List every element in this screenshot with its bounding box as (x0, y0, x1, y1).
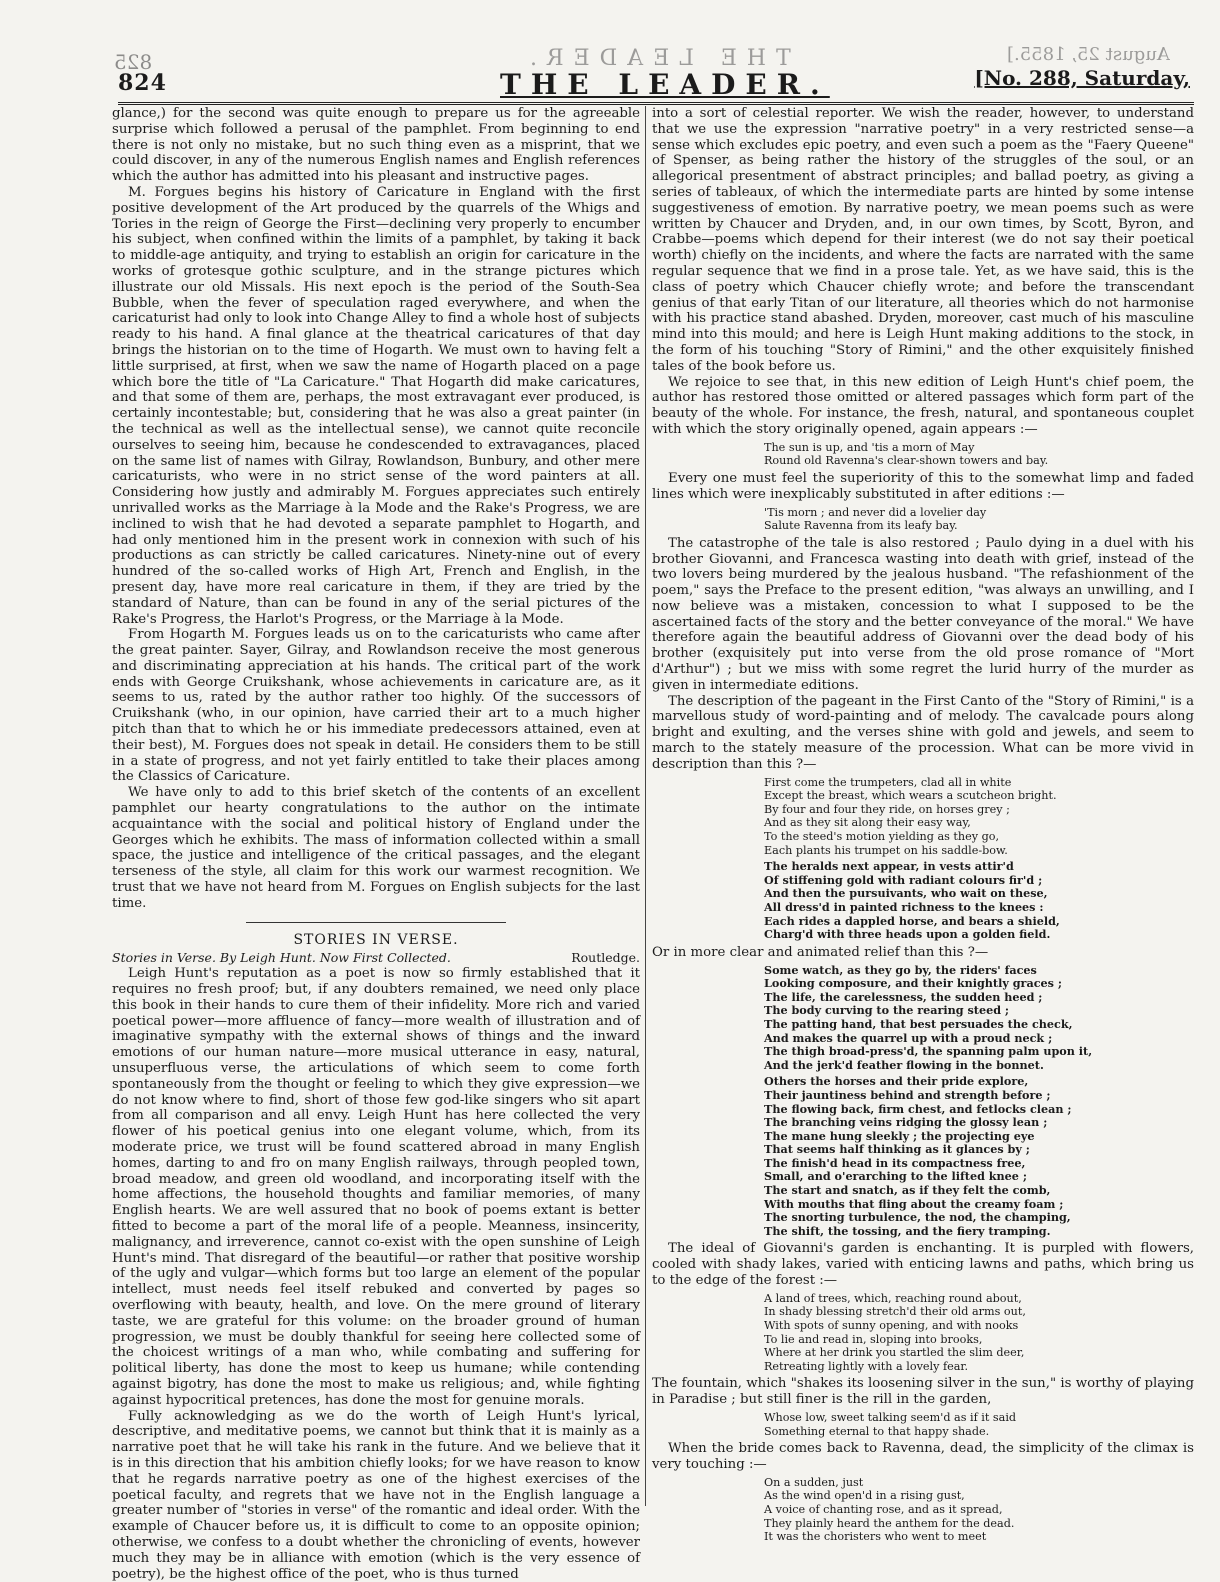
verse-line: Looking composure, and their knightly graces ; (764, 976, 1062, 991)
verse-line: To the steed's motion yielding as they go, (764, 830, 1000, 844)
verse-line: Some watch, as they go by, the riders' faces (764, 962, 1037, 977)
verse-line: With spots of sunny opening, and with nooks (764, 1319, 1019, 1333)
verse-line: By four and four they ride, on horses grey ; (764, 802, 1010, 816)
verse-line: The heralds next appear, in vests attir'd (764, 859, 1014, 874)
verse-quote (764, 1411, 1194, 1438)
verse-line: Whose low, sweet talking seem'd as if it said (764, 1411, 1017, 1424)
verse-line: The snorting turbulence, the nod, the champing, (764, 1210, 1071, 1225)
verse-line: The branching veins ridging the glossy lean ; (764, 1115, 1048, 1130)
verse-line: Others the horses and their pride explore, (764, 1074, 1029, 1089)
verse-quote (764, 1292, 1194, 1374)
paragraph: We rejoice to see that, in this new edition of Leigh Hunt's chief poem, the author has restored those omitted or altered passages which form part of the beauty of the whole. For instance, the fresh, natural, and spontaneous couplet with which the story originally opened, again appears :— (652, 374, 1194, 437)
paragraph: When the bride comes back to Ravenna, dead, the simplicity of the climax is very touching :— (652, 1441, 1194, 1472)
paragraph: Fully acknowledging as we do the worth of Leigh Hunt's lyrical, descriptive, and meditative poems, we cannot but think that it is mainly as a narrative poet that he will take his rank in the future. And we believe that it is in this direction that his ambition chiefly looks; for we have reason to know that he regards narrative poetry as one of the highest exercises of the poetical faculty, and regrets that we have not in the English language a greater number of "stories in verse" of the romantic and ideal order. With the example of Chaucer before us, it is difficult to come to an opposite opinion; otherwise, we confess to a doubt whether the chronicling of events, however much they may be in alliance with emotion (which is the very essence of poetry), be the highest office of the poet, who is thus turned (112, 1408, 640, 1582)
verse-line: In shady blessing stretch'd their old arms out, (764, 1305, 1026, 1319)
verse-line: Charg'd with three heads upon a golden field. (764, 927, 1051, 942)
verse-line: The flowing back, firm chest, and fetlocks clean ; (764, 1101, 1072, 1116)
verse-line: Round old Ravenna's clear-shown towers and bay. (764, 454, 1049, 468)
ghost-issue-date: August 25, 1855.] (1007, 44, 1170, 65)
left-column (112, 106, 640, 1582)
verse-line: The thigh broad-press'd, the spanning palm upon it, (764, 1044, 1093, 1059)
verse-line: Retreating lightly with a lovely fear. (764, 1359, 969, 1373)
section-separator (246, 922, 506, 923)
verse-line: All dress'd in painted richness to the knees : (764, 900, 1044, 914)
verse-line: And as they sit along their easy way, (764, 816, 971, 830)
verse-line: A land of trees, which, reaching round about, (764, 1291, 1022, 1305)
paragraph: We have only to add to this brief sketch of the contents of an excellent pamphlet our hearty congratulations to the author on the intimate acquaintance with the social and political history of England under the Georges which he exhibits. The mass of information collected within a small space, the justice and intelligence of the critical passages, and the elegant terseness of the style, all claim for this work our warmest recognition. We trust that we have not heard from M. Forgues on English subjects for the last time. (112, 785, 640, 911)
verse-line: And then the pursuivants, who wait on these, (764, 886, 1048, 901)
issue-number: [No. 288, Saturday, (974, 66, 1190, 90)
paragraph: M. Forgues begins his history of Caricature in England with the first positive development of the Art produced by the quarrels of the Whigs and Tories in the reign of George the First—declining very properly to encumber his subject, when confined within the limits of a pamphlet, by taking it back to middle-age antiquity, and trying to establish an origin for caricature in the works of grotesque gothic sculpture, and in the strange pictures which illustrate our old Missals. His next epoch is the period of the South-Sea Bubble, when the fever of speculation raged everywhere, and when the caricaturist had only to look into Change Alley to find a whole host of subjects ready to his hand. A final glance at the theatrical caricatures of that day brings the historian on to the time of Hogarth. We must own to having felt a little surprised, at first, when we saw the name of Hogarth placed on a page which bore the title of "La Caricature." That Hogarth did make caricatures, and that some of them are, perhaps, the most extravagant ever produced, is certainly incontestable; but, considering that he was also a great painter (in the technical as well as the intellectual sense), we cannot quite reconcile ourselves to seeing him, because he condescended to extravagances, placed on the same list of names with Gilray, Rowlandson, Bunbury, and other mere caricaturists, who were in no strict sense of the word painters at all. Considering how justly and admirably M. Forgues appreciates such entirely unrivalled works as the Marriage à la Mode and the Rake's Progress, we are inclined to wish that he had devoted a separate pamphlet to Hogarth, and had only mentioned him in the present work in connexion with such of his productions as can strictly be called caricatures. Ninety-nine out of every hundred of the so-called works of High Art, French and English, in the present day, have more real caricature in them, if they are tried by the standard of Nature, than can be found in any of the serial pictures of the Rake's Progress, the Harlot's Progress, or the Marriage à la Mode. (112, 184, 640, 627)
verse-line: As the wind open'd in a rising gust, (764, 1489, 965, 1503)
verse-line: On a sudden, just (764, 1475, 864, 1489)
verse-quote (764, 860, 1194, 942)
page-number: 824 (118, 70, 167, 96)
verse-line: Their jauntiness behind and strength before ; (764, 1087, 1051, 1102)
verse-line: They plainly heard the anthem for the dead. (764, 1516, 1015, 1530)
verse-line: Something eternal to that happy shade. (764, 1424, 990, 1438)
verse-quote (764, 964, 1194, 1073)
paragraph: The description of the pageant in the First Canto of the "Story of Rimini," is a marvellous study of word-painting and of melody. The cavalcade pours along bright and exulting, and the verses shine with gold and jewels, and seem to march to the stately measure of the procession. What can be more vivid in description than this ?— (652, 693, 1194, 772)
verse-line: The body curving to the rearing steed ; (764, 1003, 1010, 1018)
verse-line: Small, and o'erarching to the lifted knee ; (764, 1169, 1027, 1184)
section-title: STORIES IN VERSE. (293, 931, 459, 948)
verse-line: The mane hung sleekly ; the projecting eye (764, 1128, 1035, 1143)
review-byline (112, 950, 640, 966)
paragraph: The ideal of Giovanni's garden is enchanting. It is purpled with flowers, cooled with shady lakes, varied with enticing lawns and paths, which bring us to the edge of the forest :— (652, 1241, 1194, 1289)
ghost-title: THE LEADER. (520, 46, 791, 71)
paragraph: into a sort of celestial reporter. We wish the reader, however, to understand that we use the expression "narrative poetry" in a very restricted sense—a sense which excludes epic poetry, and even such a poem as the "Faery Queene" of Spenser, as being rather the history of the struggles of the soul, or an allegorical presentment of abstract principles; and ballad poetry, as giving a series of tableaux, of which the intermediate parts are hinted by some intense suggestiveness of emotion. By narrative poetry, we mean poems such as were written by Chaucer and Dryden, and, in our own times, by Scott, Byron, and Crabbe—poems which depend for their interest (we do not say their poetical worth) chiefly on the incidents, and where the facts are narrated with the same regular sequence that we find in a prose tale. Yet, as we have said, this is the class of poetry which Chaucer chiefly wrote; and before the transcendant genius of that early Titan of our literature, all theories which do not harmonise with his practice stand abashed. Dryden, moreover, cast much of his masculine mind into this mould; and here is Leigh Hunt making additions to the stock, in the form of his touching "Story of Rimini," and the other exquisitely finished tales of the book before us. (652, 106, 1194, 374)
paragraph: The catastrophe of the tale is also restored ; Paulo dying in a duel with his brother Giovanni, and Francesca wasting into death with grief, instead of the two lovers being murdered by the jealous husband. "The refashionment of the poem," says the Preface to the present edition, "was always an unwilling, and I now believe was a mistaken, concession to what I supposed to be the ascertained facts of the story and the better conveyance of the moral." We have therefore again the beautiful address of Giovanni over the dead body of his brother (exquisitely put into verse from the old prose romance of "Mort d'Arthur") ; but we miss with some regret the lurid hurry of the murder as given in intermediate editions. (652, 535, 1194, 693)
paragraph: The fountain, which "shakes its loosening silver in the sun," is worthy of playing in Paradise ; but still finer is the rill in the garden, (652, 1376, 1194, 1408)
verse-line: The sun is up, and 'tis a morn of May (764, 440, 975, 454)
column-divider (645, 106, 646, 1506)
newspaper-title: THE LEADER. (500, 68, 830, 101)
ghost-page-number: 825 (114, 50, 153, 74)
verse-line: To lie and read in, sloping into brooks, (764, 1332, 983, 1346)
verse-line: Each rides a dappled horse, and bears a shield, (764, 913, 1060, 928)
verse-line: The shift, the tossing, and the fiery tramping. (764, 1223, 1051, 1238)
paragraph: Or in more clear and animated relief than this ?— (652, 944, 989, 960)
verse-line: A voice of chanting rose, and as it spread, (764, 1502, 1003, 1516)
verse-line: It was the choristers who went to meet (764, 1530, 987, 1544)
header-rule (118, 102, 1194, 105)
verse-line: With mouths that fling about the creamy foam ; (764, 1196, 1064, 1211)
verse-line: Salute Ravenna from its leafy bay. (764, 519, 958, 533)
verse-line: Except the breast, which wears a scutcheon bright. (764, 789, 1057, 803)
verse-line: Of stiffening gold with radiant colours fir'd ; (764, 872, 1043, 887)
book-citation: Stories in Verse. By Leigh Hunt. Now First Collected. (112, 950, 451, 966)
paragraph: Every one must feel the superiority of this to the somewhat limp and faded lines which were inexplicably substituted in after editions :— (652, 470, 1194, 502)
verse-line: And makes the quarrel up with a proud neck ; (764, 1030, 1053, 1045)
masthead (100, 44, 1190, 101)
verse-quote (764, 776, 1194, 858)
paragraph: From Hogarth M. Forgues leads us on to the caricaturists who came after the great painter. Sayer, Gilray, and Rowlandson receive the most generous and discriminating appreciation at his hands. The critical part of the work ends with George Cruikshank, whose achievements in caricature are, as it seems to us, rated by the author rather too highly. Of the successors of Cruikshank (who, in our opinion, have carried their art to a much higher pitch than that to which he or his immediate predecessors attained, even at their best), M. Forgues does not speak in detail. He considers them to be still in a state of progress, and not yet fairly entitled to take their places among the Classics of Caricature. (112, 627, 640, 785)
verse-line: And the jerk'd feather flowing in the bonnet. (764, 1057, 1044, 1072)
verse-line: First come the trumpeters, clad all in white (764, 775, 1012, 789)
paragraph: glance,) for the second was quite enough to prepare us for the agreeable surprise which followed a perusal of the pamphlet. From beginning to end there is not only no mistake, but no such thing even as a misprint, that we could discover, in any of the numerous English names and English references which the author has admitted into his pleasant and instructive pages. (112, 106, 640, 185)
verse-quote (764, 1476, 1194, 1544)
right-column (652, 106, 1194, 1547)
verse-quote (764, 1075, 1194, 1238)
verse-line: The finish'd head in its compactness free, (764, 1155, 1026, 1170)
verse-line: Each plants his trumpet on his saddle-bow. (764, 843, 1008, 857)
publisher: Routledge. (571, 950, 640, 966)
verse-line: The start and snatch, as if they felt the comb, (764, 1183, 1051, 1198)
verse-line: 'Tis morn ; and never did a lovelier day (764, 505, 987, 519)
verse-line: Where at her drink you startled the slim deer, (764, 1346, 1025, 1360)
verse-line: The life, the carelessness, the sudden heed ; (764, 989, 1043, 1004)
verse-quote (764, 506, 1194, 533)
paragraph: Leigh Hunt's reputation as a poet is now so firmly established that it requires no fresh proof; but, if any doubters remained, we need only place this book in their hands to cure them of their infidelity. More rich and varied poetical power—more affluence of fancy—more wealth of illustration and of imaginative sympathy with the external shows of things and the inward emotions of our human nature—more musical utterance in easy, natural, unsuperfluous verse, the articulations of which seem to come forth spontaneously from the thought or feeling to which they give expression—we do not know where to find, short of those few god-like singers who sit apart from all comparison and all envy. Leigh Hunt has here collected the very flower of his poetical genius into one elegant volume, which, from its moderate price, we trust will be found scattered abroad in many English homes, darting to and fro on many English railways, through peopled town, broad meadow, and green old woodland, and incorporating itself with the home affections, the household thoughts and familiar memories, of many English hearts. We are well assured that no book of poems extant is better fitted to become a part of the moral life of a people. Meanness, insincerity, malignancy, and irreverence, cannot co-exist with the open sunshine of Leigh Hunt's mind. That disregard of the beautiful—or rather that positive worship of the ugly and vulgar—which forms but too large an element of the popular intellect, must needs feel itself rebuked and converted by pages so overflowing with beauty, health, and love. On the mere ground of literary taste, we are grateful for this volume: on the broader ground of human progression, we must be doubly thankful for seeing here collected some of the choicest writings of a man who, while combating and suffering for political liberty, has done the most to keep us humane; while contending against bigotry, has done the most to make us religious; and, while fighting against hypocritical pretences, has done the most for genuine morals. (112, 966, 640, 1408)
verse-line: The patting hand, that best persuades the check, (764, 1016, 1073, 1031)
verse-line: That seems half thinking as it glances by ; (764, 1142, 1030, 1157)
verse-quote (764, 441, 1194, 468)
